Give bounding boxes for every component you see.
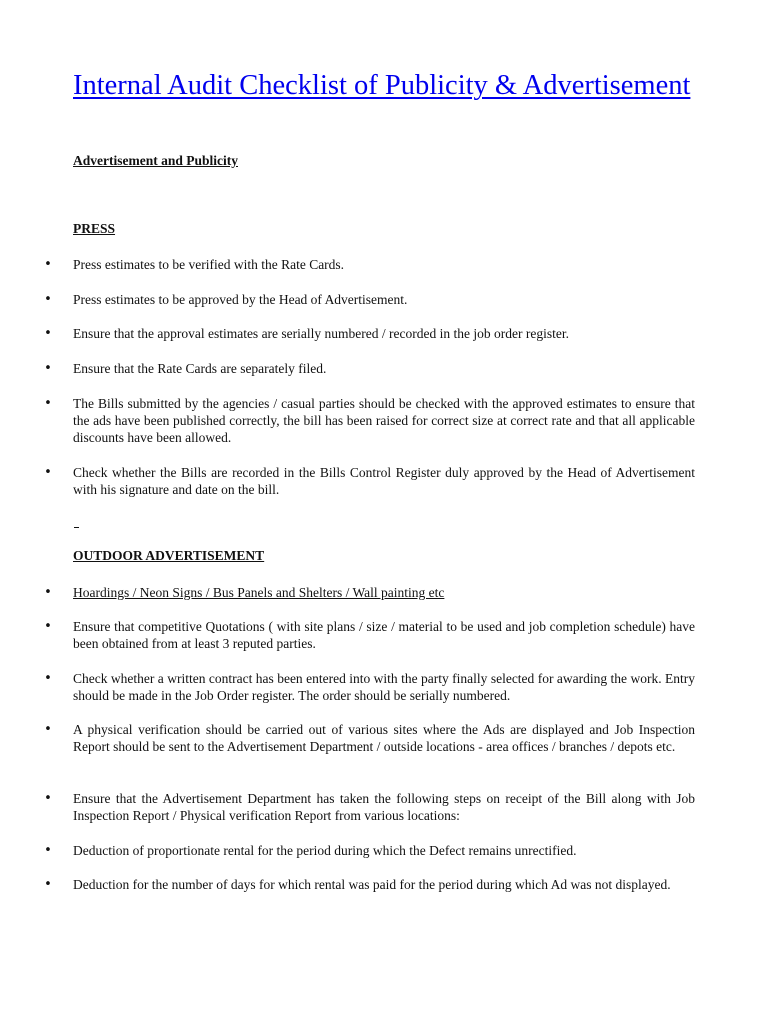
outdoor-item-6: Deduction of proportionate rental for the period during which the Defect remains unrectified. [73, 843, 577, 858]
bullet-icon: • [44, 465, 52, 480]
bullet-icon: • [44, 292, 52, 307]
outdoor-item-5: Ensure that the Advertisement Department has taken the following steps on receipt of the Bill along with Job Inspection Report / Physical verification Report from various locations: [73, 791, 695, 823]
bullet-icon: • [44, 619, 52, 634]
document-title-link[interactable]: Internal Audit Checklist of Publicity & Advertisement [73, 70, 691, 101]
bullet-icon: • [44, 326, 52, 341]
outdoor-item-4: A physical verification should be carried out of various sites where the Ads are displayed and Job Inspection Report should be sent to the Advertisement Department / outside locations - area offices / branches / depots etc. [73, 722, 695, 754]
bullet-icon: • [44, 671, 52, 686]
bullet-icon: • [44, 257, 52, 272]
press-item-5: The Bills submitted by the agencies / casual parties should be checked with the approved estimates to ensure that the ads have been published correctly, the bill has been raised for correct size at correct rate and that all applicable discounts have been allowed. [73, 396, 695, 445]
bullet-icon: • [44, 396, 52, 411]
section-heading-press: PRESS [73, 221, 116, 236]
bullet-icon: • [44, 877, 52, 892]
document-subtitle: Advertisement and Publicity [73, 153, 238, 168]
outdoor-item-2: Ensure that competitive Quotations ( with site plans / size / material to be used and job completion schedule) have been obtained from at least 3 reputed parties. [73, 619, 695, 651]
bullet-icon: • [44, 361, 52, 376]
section-heading-outdoor: OUTDOOR ADVERTISEMENT [73, 548, 265, 563]
stray-dash-mark [74, 527, 79, 528]
outdoor-item-7: Deduction for the number of days for which rental was paid for the period during which Ad was not displayed. [73, 877, 671, 892]
press-item-2: Press estimates to be approved by the Head of Advertisement. [73, 292, 408, 307]
bullet-icon: • [44, 791, 52, 806]
outdoor-item-3: Check whether a written contract has been entered into with the party finally selected for awarding the work. Entry should be made in the Job Order register. The order should be serially numbered. [73, 671, 695, 703]
bullet-icon: • [44, 843, 52, 858]
press-item-3: Ensure that the approval estimates are serially numbered / recorded in the job order register. [73, 326, 569, 341]
press-item-1: Press estimates to be verified with the Rate Cards. [73, 257, 345, 272]
press-item-4: Ensure that the Rate Cards are separately filed. [73, 361, 327, 376]
bullet-icon: • [44, 585, 52, 600]
bullet-icon: • [44, 722, 52, 737]
press-item-6: Check whether the Bills are recorded in the Bills Control Register duly approved by the Head of Advertisement with his signature and date on the bill. [73, 465, 695, 497]
outdoor-item-1: Hoardings / Neon Signs / Bus Panels and Shelters / Wall painting etc [73, 585, 445, 600]
